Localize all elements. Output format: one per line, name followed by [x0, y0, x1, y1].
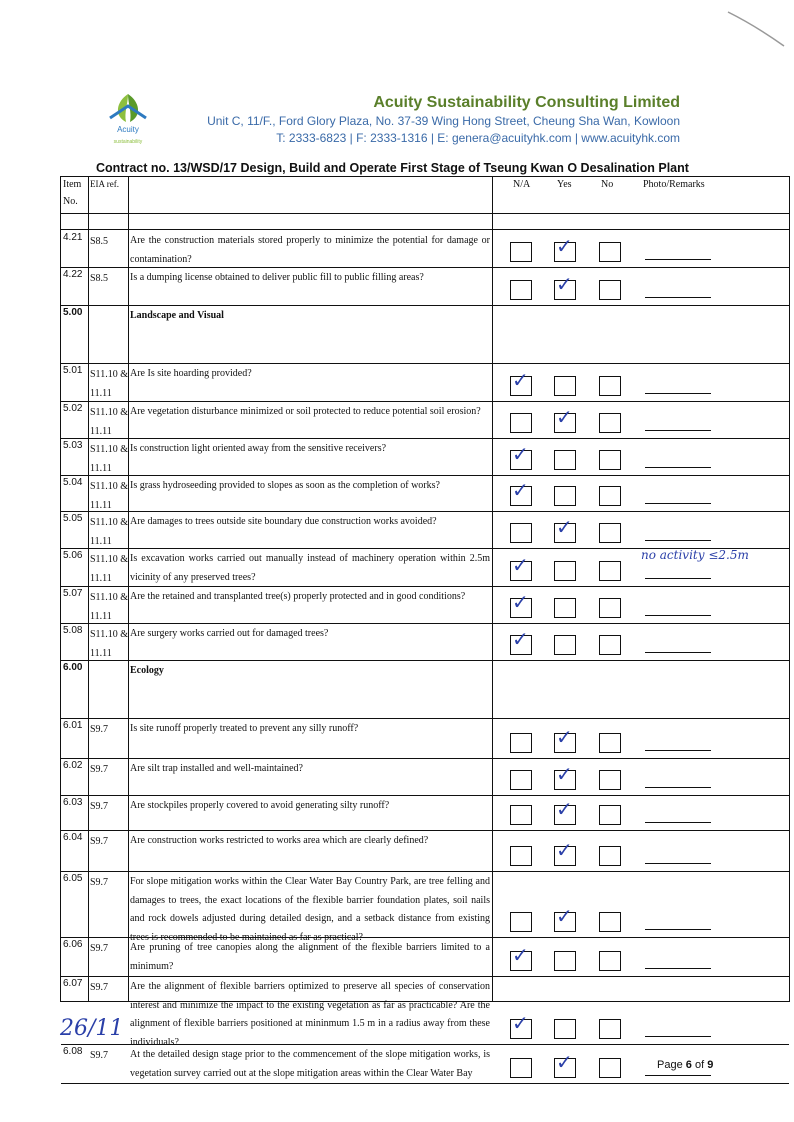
item-number: 5.03: [63, 440, 83, 451]
eia-ref: S9.7: [90, 943, 109, 954]
checkbox-yes[interactable]: [554, 413, 576, 433]
checkbox-na[interactable]: [510, 450, 532, 470]
handwritten-remark: no activity ≤2.5m: [641, 548, 749, 562]
header-no: No.: [63, 196, 78, 207]
eia-ref: S9.7: [90, 877, 109, 888]
checkbox-no[interactable]: [599, 413, 621, 433]
remark-line[interactable]: [645, 259, 711, 260]
checkbox-na[interactable]: [510, 846, 532, 866]
question-text: Is a dumping license obtained to deliver public fill to public filling areas?: [130, 272, 424, 283]
table-row: [61, 795, 789, 830]
eia-ref: S11.10 & 11.11: [90, 407, 128, 437]
checkbox-na[interactable]: [510, 280, 532, 300]
eia-ref: S11.10 & 11.11: [90, 592, 128, 622]
check-mark-icon: ✓: [512, 553, 529, 577]
page-number: Page 6 of 9: [657, 1059, 714, 1071]
table-row: [61, 230, 789, 267]
header-no-col: No: [601, 179, 614, 190]
checkbox-yes[interactable]: [554, 733, 576, 753]
checkbox-no[interactable]: [599, 1058, 621, 1078]
eia-ref: S9.7: [90, 724, 109, 735]
checkbox-no[interactable]: [599, 450, 621, 470]
check-mark-icon: ✓: [512, 1011, 529, 1035]
question-text: At the detailed design stage prior to the commencement of the slope mitigation works, is vegetation survey carried out at the slope mitigation areas within the Clear Water Bay: [130, 1049, 490, 1079]
eia-ref: S9.7: [90, 1050, 109, 1061]
checkbox-no[interactable]: [599, 912, 621, 932]
item-number: 6.07: [63, 978, 83, 989]
item-number: 6.02: [63, 760, 83, 771]
table-row: [61, 511, 789, 548]
eia-ref: S8.5: [90, 236, 109, 247]
svg-text:sustainability: sustainability: [113, 139, 143, 145]
item-number: 6.05: [63, 873, 83, 884]
remark-line[interactable]: [645, 929, 711, 930]
remark-line[interactable]: [645, 652, 711, 653]
checkbox-yes[interactable]: [554, 242, 576, 262]
item-number: 6.06: [63, 939, 83, 950]
checkbox-yes[interactable]: [554, 1058, 576, 1078]
question-text: Are damages to trees outside site boundary due construction works avoided?: [130, 516, 437, 527]
question-text: Are construction works restricted to works area which are clearly defined?: [130, 835, 429, 846]
question-text: Is construction light oriented away from the sensitive receivers?: [130, 443, 387, 454]
company-name: Acuity Sustainability Consulting Limited: [373, 94, 680, 111]
checkbox-yes[interactable]: [554, 280, 576, 300]
checkbox-yes[interactable]: [554, 561, 576, 581]
checkbox-yes[interactable]: [554, 450, 576, 470]
remark-line[interactable]: [645, 503, 711, 504]
header-yes: Yes: [557, 179, 572, 190]
item-number: 5.01: [63, 365, 83, 376]
checkbox-no[interactable]: [599, 486, 621, 506]
check-mark-icon: ✓: [556, 405, 573, 429]
remark-line[interactable]: [645, 540, 711, 541]
check-mark-icon: ✓: [556, 272, 573, 296]
item-number: 5.08: [63, 625, 83, 636]
company-contact: T: 2333-6823 | F: 2333-1316 | E: genera@acuityhk.com | www.acuityhk.com: [276, 131, 680, 145]
checkbox-na[interactable]: [510, 635, 532, 655]
svg-text:Acuity: Acuity: [117, 125, 139, 134]
checkbox-no[interactable]: [599, 805, 621, 825]
item-number: 4.22: [63, 269, 83, 280]
remark-line[interactable]: [645, 750, 711, 751]
item-number: 6.00: [63, 662, 83, 673]
question-text: Is site runoff properly treated to prevent any silly runoff?: [130, 723, 359, 734]
checkbox-yes[interactable]: [554, 486, 576, 506]
checkbox-yes[interactable]: [554, 1019, 576, 1039]
divider: [61, 1083, 789, 1084]
contract-title: Contract no. 13/WSD/17 Design, Build and Operate First Stage of Tseung Kwan O Desalination Plant: [96, 161, 689, 175]
item-number: 6.01: [63, 720, 83, 731]
checkbox-no[interactable]: [599, 733, 621, 753]
checkbox-yes[interactable]: [554, 635, 576, 655]
table-row: [61, 475, 789, 511]
question-text: Are vegetation disturbance minimized or soil protected to reduce potential soil erosion?: [130, 406, 481, 417]
eia-ref: S11.10 & 11.11: [90, 517, 128, 547]
remark-line[interactable]: [645, 1036, 711, 1037]
check-mark-icon: ✓: [556, 904, 573, 928]
checkbox-na[interactable]: [510, 805, 532, 825]
company-logo: [98, 88, 158, 150]
divider: [61, 213, 789, 214]
section-title: Ecology: [130, 665, 164, 676]
question-text: Are surgery works carried out for damaged trees?: [130, 628, 329, 639]
question-text: Are the construction materials stored properly to minimize the potential for damage or contamination?: [130, 235, 490, 265]
item-number: 5.06: [63, 550, 83, 561]
checkbox-no[interactable]: [599, 598, 621, 618]
header-remarks: Photo/Remarks: [643, 179, 705, 190]
remark-line[interactable]: [645, 787, 711, 788]
table-row: [61, 758, 789, 795]
table-row: [61, 401, 789, 438]
remark-line[interactable]: [645, 578, 711, 579]
checkbox-yes[interactable]: [554, 805, 576, 825]
section-row: [61, 305, 789, 363]
item-number: 5.02: [63, 403, 83, 414]
check-mark-icon: ✓: [512, 478, 529, 502]
checkbox-yes[interactable]: [554, 770, 576, 790]
checkbox-na[interactable]: [510, 598, 532, 618]
remark-line[interactable]: [645, 615, 711, 616]
item-number: 5.04: [63, 477, 83, 488]
section-title: Landscape and Visual: [130, 310, 224, 321]
table-row: [61, 830, 789, 871]
remark-line[interactable]: [645, 863, 711, 864]
checkbox-na[interactable]: [510, 733, 532, 753]
check-mark-icon: ✓: [512, 590, 529, 614]
eia-ref: S9.7: [90, 836, 109, 847]
checkbox-yes[interactable]: [554, 523, 576, 543]
checkbox-na[interactable]: [510, 242, 532, 262]
remark-line[interactable]: [645, 1075, 711, 1076]
question-text: Are the retained and transplanted tree(s) properly protected and in good conditions?: [130, 591, 466, 602]
eia-ref: S11.10 & 11.11: [90, 481, 128, 511]
checkbox-na[interactable]: [510, 1019, 532, 1039]
check-mark-icon: ✓: [556, 762, 573, 786]
question-text: Are Is site hoarding provided?: [130, 368, 252, 379]
checkbox-yes[interactable]: [554, 846, 576, 866]
checkbox-na[interactable]: [510, 912, 532, 932]
header-eia: EIA ref.: [90, 179, 119, 189]
checkbox-yes[interactable]: [554, 951, 576, 971]
question-text: Are silt trap installed and well-maintained?: [130, 763, 303, 774]
header-na: N/A: [513, 179, 531, 190]
checkbox-no[interactable]: [599, 846, 621, 866]
company-address: Unit C, 11/F., Ford Glory Plaza, No. 37-39 Wing Hong Street, Cheung Sha Wan, Kowloon: [207, 114, 680, 128]
eia-ref: S11.10 & 11.11: [90, 629, 128, 659]
question-text: Are the alignment of flexible barriers optimized to preserve all species of conservation interest and minimize the impact to the existing vegetation as far as practicable? Are the alignment of flexible barriers positioned at mininmum 1.5 m in a radius away from these individuals?: [130, 981, 490, 1048]
checkbox-yes[interactable]: [554, 912, 576, 932]
checkbox-na[interactable]: [510, 1058, 532, 1078]
item-number: 5.00: [63, 307, 83, 318]
check-mark-icon: ✓: [556, 797, 573, 821]
check-mark-icon: ✓: [556, 1050, 573, 1074]
checkbox-yes[interactable]: [554, 376, 576, 396]
table-row: [61, 438, 789, 475]
checkbox-na[interactable]: [510, 413, 532, 433]
checkbox-na[interactable]: [510, 486, 532, 506]
check-mark-icon: ✓: [556, 234, 573, 258]
eia-ref: S11.10 & 11.11: [90, 554, 128, 584]
eia-ref: S8.5: [90, 273, 109, 284]
check-mark-icon: ✓: [556, 725, 573, 749]
table-row: [61, 548, 789, 586]
checkbox-no[interactable]: [599, 770, 621, 790]
checkbox-na[interactable]: [510, 523, 532, 543]
check-mark-icon: ✓: [512, 943, 529, 967]
header-item: Item: [63, 179, 82, 190]
handwritten-date: 26/11: [60, 1016, 124, 1041]
eia-ref: S11.10 & 11.11: [90, 369, 128, 399]
section-row: [61, 660, 789, 718]
item-number: 6.08: [63, 1046, 83, 1057]
checkbox-no[interactable]: [599, 635, 621, 655]
remark-line[interactable]: [645, 968, 711, 969]
checkbox-na[interactable]: [510, 561, 532, 581]
checkbox-na[interactable]: [510, 770, 532, 790]
checkbox-no[interactable]: [599, 561, 621, 581]
table-row: [61, 937, 789, 976]
checkbox-yes[interactable]: [554, 598, 576, 618]
remark-line[interactable]: [645, 430, 711, 431]
remark-line[interactable]: [645, 393, 711, 394]
table-row: [61, 267, 789, 305]
check-mark-icon: ✓: [512, 442, 529, 466]
checkbox-no[interactable]: [599, 376, 621, 396]
table-row: [61, 871, 789, 943]
eia-ref: S9.7: [90, 764, 109, 775]
checkbox-no[interactable]: [599, 523, 621, 543]
table-row: [61, 976, 789, 1048]
table-row: [61, 623, 789, 660]
table-row: [61, 718, 789, 758]
question-text: Is excavation works carried out manually instead of machinery operation within 2.5m vicinity of any preserved trees?: [130, 553, 490, 583]
remark-line[interactable]: [645, 822, 711, 823]
check-mark-icon: ✓: [512, 627, 529, 651]
question-text: Is grass hydroseeding provided to slopes as soon as the completion of works?: [130, 480, 440, 491]
item-number: 5.07: [63, 588, 83, 599]
eia-ref: S11.10 & 11.11: [90, 444, 128, 474]
item-number: 5.05: [63, 513, 83, 524]
question-text: Are stockpiles properly covered to avoid generating silty runoff?: [130, 800, 390, 811]
check-mark-icon: ✓: [556, 515, 573, 539]
checkbox-no[interactable]: [599, 951, 621, 971]
item-number: 6.03: [63, 797, 83, 808]
checkbox-no[interactable]: [599, 1019, 621, 1039]
item-number: 6.04: [63, 832, 83, 843]
scan-mark: [726, 8, 786, 48]
eia-ref: S9.7: [90, 801, 109, 812]
checkbox-na[interactable]: [510, 376, 532, 396]
question-text: Are pruning of tree canopies along the alignment of the flexible barriers limited to a minimum?: [130, 942, 490, 972]
check-mark-icon: ✓: [556, 838, 573, 862]
eia-ref: S9.7: [90, 982, 109, 993]
item-number: 4.21: [63, 232, 83, 243]
checkbox-no[interactable]: [599, 280, 621, 300]
remark-line[interactable]: [645, 467, 711, 468]
check-mark-icon: ✓: [512, 368, 529, 392]
checkbox-na[interactable]: [510, 951, 532, 971]
table-row: [61, 586, 789, 623]
table-row: [61, 363, 789, 401]
checkbox-no[interactable]: [599, 242, 621, 262]
question-text: For slope mitigation works within the Clear Water Bay Country Park, are tree felling and damages to trees, the exact locations of the flexible barrier foundation plates, soil nails and rock dowels adjusted during detailed design, and a setback distance from existing trees is recommended to be maintained as far as practical?: [130, 876, 490, 943]
remark-line[interactable]: [645, 297, 711, 298]
